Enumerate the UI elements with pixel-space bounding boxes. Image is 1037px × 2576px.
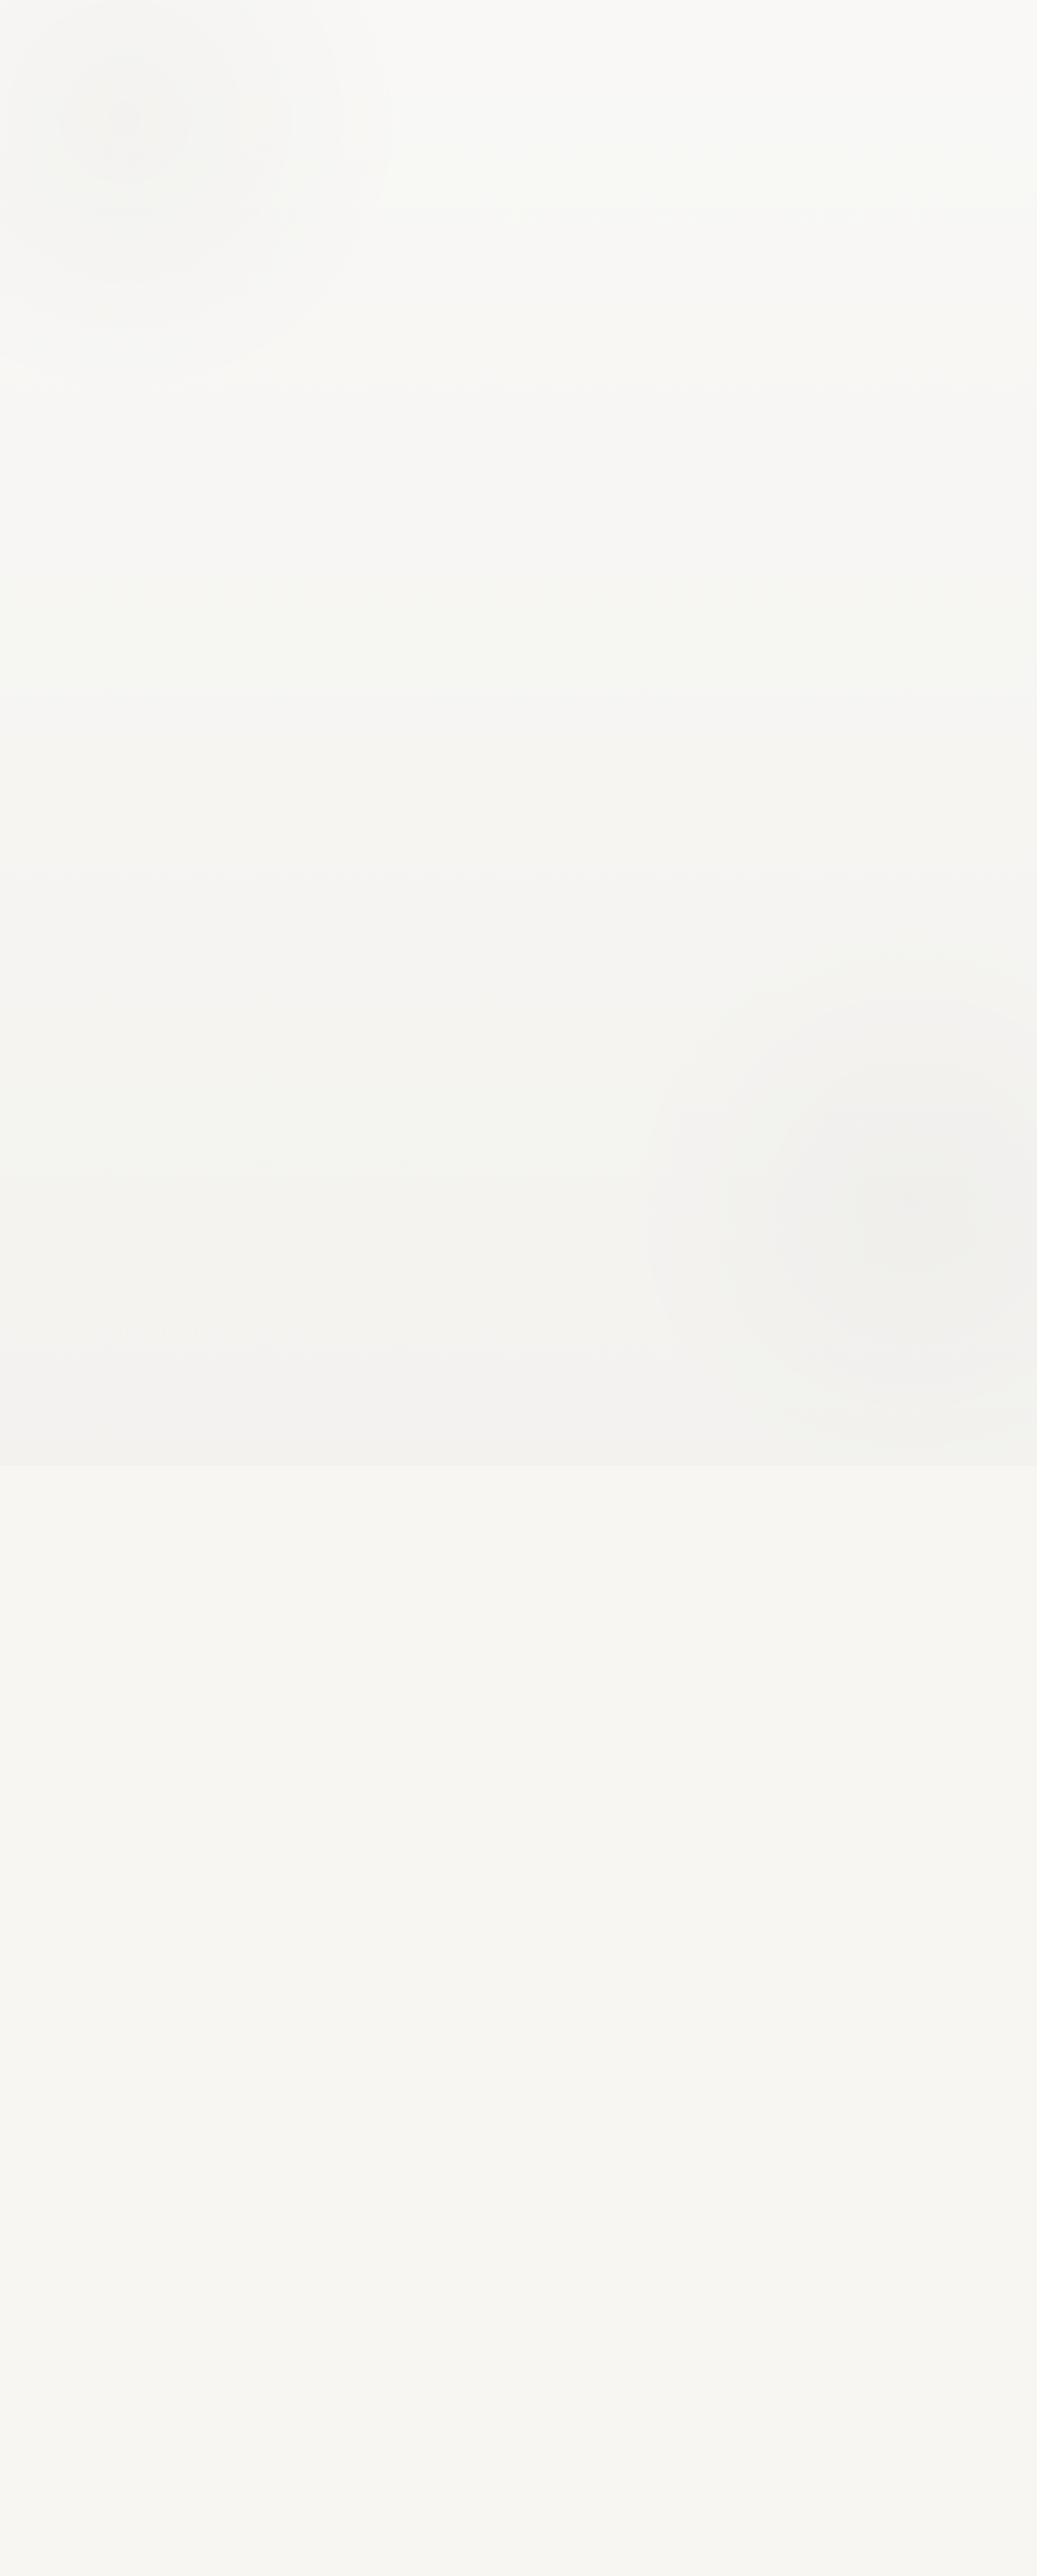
rotated-book-page	[0, 1058, 47, 2323]
